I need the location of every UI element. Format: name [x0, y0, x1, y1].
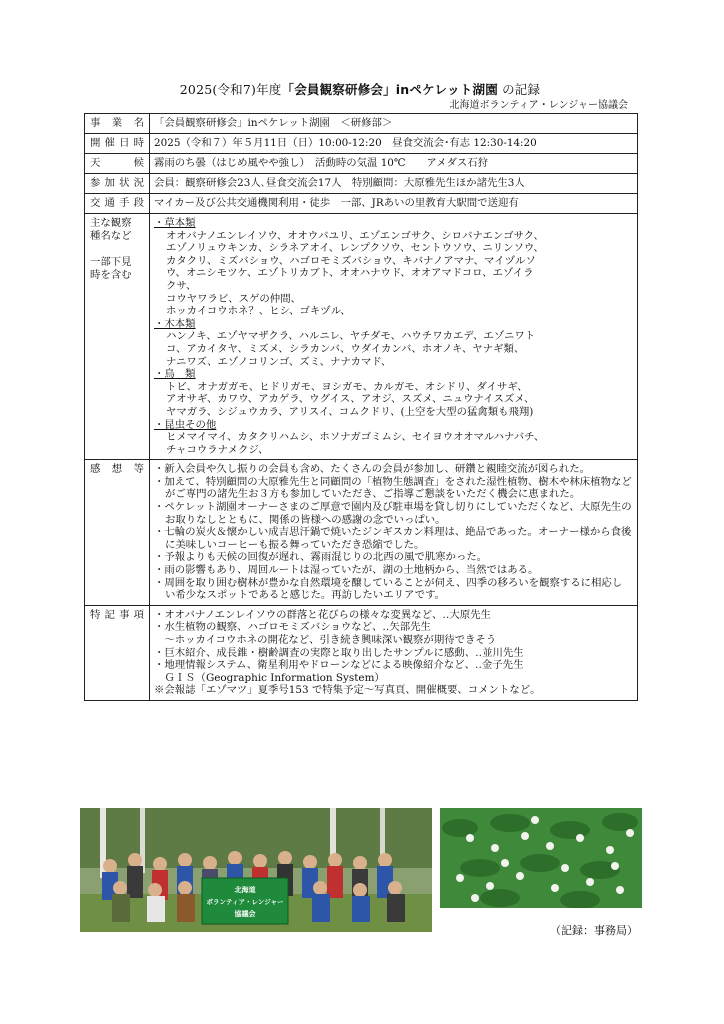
species-line: ウ、オニシモツケ、エゾトリカブト、オオハナウド、オオアマドコロ、エゾイラ: [166, 267, 534, 280]
species-line: ヒメマイマイ、カタクリハムシ、ホソナガゴミムシ、セイヨウオオマルハナバチ、: [166, 431, 545, 444]
species-line: オオバナノエンレイソウ、オオウバユリ、エゾエンゴサク、シロバナエンゴサク、: [166, 229, 544, 242]
value-project: 「会員観察研修会」inペケレット湖園 ＜研修部＞: [150, 114, 638, 134]
row-project: [85, 114, 638, 134]
label-transport: 交通手段: [85, 194, 150, 214]
impression-item: ・ペケレット湖園オーナーさまのご厚意で園内及び駐車場を貸し切りにしていただくなど、大原先生のお取りなしとともに、関係の皆様への感謝の念でいっぱい。: [154, 501, 632, 526]
row-impressions: [85, 460, 638, 606]
note-line: ＧＩＳ（Geographic Information System）: [154, 671, 385, 684]
notes-list: [150, 605, 638, 700]
value-datetime: 2025（令和７）年５月11日（日）10:00-12:20 昼食交流会･有志 12:30-14:20: [150, 134, 638, 154]
row-notes: [85, 605, 638, 700]
row-weather: [85, 154, 638, 174]
impressions-list: [150, 460, 638, 606]
label-weather: 天候: [85, 154, 150, 174]
value-transport: マイカー及び公共交通機関利用・徒歩 一部、JRあいの里教育大駅間で送迎有: [150, 194, 638, 214]
label-datetime: 開催日時: [85, 134, 150, 154]
species-line: ナニワズ、エゾノコリンゴ、ズミ、ナナカマド、: [166, 355, 392, 368]
species-heading-insects: ・昆虫その他: [154, 418, 217, 431]
species-line: アオサギ、カワウ、アカゲラ、ウグイス、アオジ、スズメ、ニュウナイスズメ、: [166, 393, 535, 406]
impression-item: ・周囲を取り囲む樹林が豊かな自然環境を醸していることが伺え、四季の移ろいを観察するに相応しい希少なスポットであると感じた。再訪したいエリアです。: [154, 576, 623, 602]
note-line: ・水生植物の観察、ハゴロモミズバショウなど、‥矢部先生: [154, 621, 431, 634]
species-label-line: 種名など: [90, 230, 132, 242]
species-line: コ、アカイタヤ、ミズメ、シラカンバ、ウダイカンバ、ホオノキ、ヤナギ類、: [166, 342, 525, 355]
species-heading-birds: ・鳥 類: [154, 368, 196, 381]
note-line: ・オオバナノエンレイソウの群落と花びらの様々な変異など、‥大原先生: [154, 608, 491, 621]
row-datetime: [85, 134, 638, 154]
note-line: ※会報誌「エゾマツ」夏季号153 で特集予定～写真頁、開催概要、コメントなど。: [154, 684, 541, 697]
group-photo-image: [80, 808, 432, 932]
label-impressions: 感想等: [85, 460, 150, 606]
group-photo: [80, 808, 432, 932]
record-table: [84, 113, 638, 701]
species-list: [150, 214, 638, 460]
impression-item: ・予報よりも天候の回復が遅れ、霧雨混じりの北西の風で肌寒かった。: [154, 551, 488, 564]
species-heading-trees: ・木本類: [154, 317, 196, 330]
species-line: ヤマガラ、シジュウカラ、アリスイ、コムクドリ、(上空を大型の猛禽類も飛翔): [166, 405, 534, 418]
impression-item: ・七輪の炭火＆懐かしい成吉思汗鍋で焼いたジンギスカン料理は、絶品であった。オーナー様から食後に美味しいコーヒーも振る舞っていただき恐縮でした。: [154, 526, 632, 551]
species-line: カタクリ、ミズバショウ、ハゴロモミズバショウ、キバナノアマナ、マイヅルソ: [166, 254, 536, 267]
title-event: 「会員観察研修会」inペケレット湖園: [281, 82, 498, 97]
species-label-line: 一部下見: [90, 256, 132, 268]
label-species: [85, 214, 150, 460]
species-label-line: 主な観察: [90, 217, 132, 229]
trillium-photo: [440, 808, 642, 908]
row-transport: [85, 194, 638, 214]
label-notes: 特記事項: [85, 605, 150, 700]
label-participation: 参加状況: [85, 174, 150, 194]
title-prefix: 2025(令和7)年度: [179, 82, 282, 97]
species-line: エゾノリュウキンカ、シラネアオイ、レンプクソウ、セントウソウ、ニリンソウ、: [166, 242, 544, 255]
trillium-photo-image: [440, 808, 642, 908]
impression-item: ・雨の影響もあり、周回ルートは湿っていたが、湖の土地柄から、当然ではある。: [154, 564, 539, 577]
species-label-line: 時を含む: [90, 269, 132, 281]
note-line: ・巨木紹介、成長錐・樹齢調査の実際と取り出したサンプルに感動、‥並川先生: [154, 646, 524, 659]
impression-item: ・新入会員や久し振りの会員も含め、たくさんの会員が参加し、研鑽と親睦交流が図られた。: [154, 463, 590, 476]
label-project: 事業名: [85, 114, 150, 134]
banner-text-3: 協議会: [234, 910, 256, 918]
row-species: [85, 214, 638, 460]
banner-text-2: ボランティア・レンジャー: [206, 898, 284, 906]
species-line: ハンノキ、エゾヤマザクラ、ハルニレ、ヤチダモ、ハウチワカエデ、エゾニワト: [166, 330, 536, 343]
species-line: クサ、: [166, 279, 197, 292]
title-suffix: の記録: [497, 82, 541, 97]
species-label-line: [90, 243, 144, 256]
species-line: ホッカイコウホネ？、ヒシ、ゴキヅル、: [166, 305, 351, 318]
row-participation: [85, 174, 638, 194]
species-line: コウヤワラビ、スゲの仲間、: [166, 292, 301, 305]
organization-name: 北海道ボランティア・レンジャー協議会: [449, 100, 628, 111]
species-line: チャコウラナメクジ、: [166, 443, 269, 456]
impression-item: ・加えて、特別顧問の大原雅先生と同顧問の「植物生態調査」をされた湿性植物、樹木や林床植物などがご専門の諸先生お３方も参加していただき、ご指導ご懇談をいただく機会に恵まれた。: [154, 475, 632, 501]
species-heading-herbs: ・草本類: [154, 217, 196, 229]
value-participation: 会員：観察研修会23人､昼食交流会17人 特別顧問：大原雅先生ほか諸先生3人: [150, 174, 638, 194]
species-line: トビ、オナガガモ、ヒドリガモ、ヨシガモ、カルガモ、オシドリ、ダイサギ、: [166, 380, 528, 393]
banner-text-1: 北海道: [234, 886, 256, 894]
value-weather: 霧雨のち曇（はじめ風やや強し） 活動時の気温 10℃ アメダス石狩: [150, 154, 638, 174]
note-line: ・地理情報システム、衛星利用やドローンなどによる映像紹介など、‥金子先生: [154, 659, 524, 672]
note-line: ～ホッカイコウホネの開花など、引き続き興味深い観察が期待できそう: [154, 634, 497, 646]
recorder-note: （記録：事務局）: [550, 924, 638, 937]
